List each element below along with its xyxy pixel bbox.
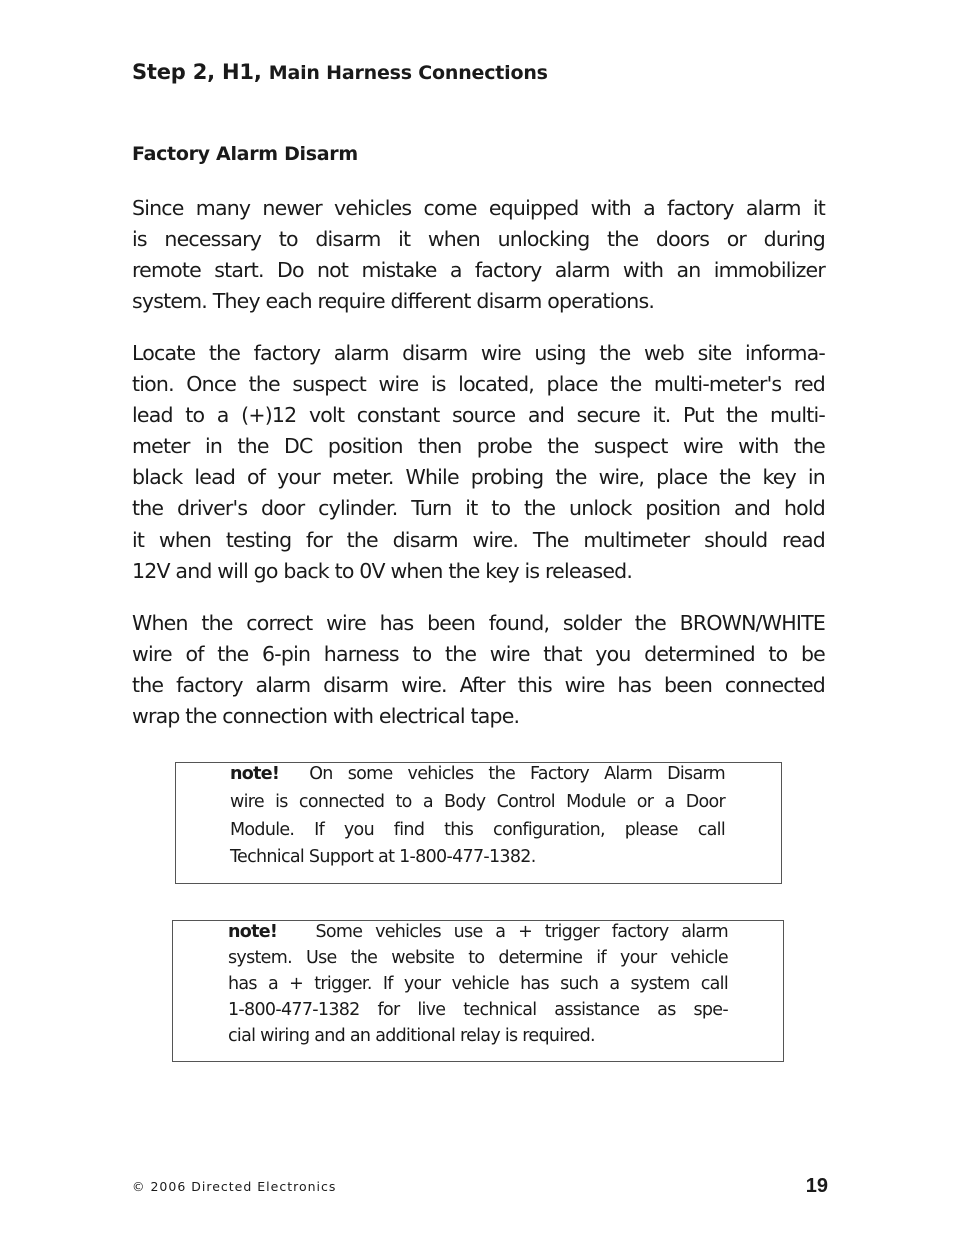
note-line: 1-800-477-1382 for live technical assistance as spe- [228,1000,728,1020]
paragraph-line: meter in the DC position then probe the suspect wire with the [132,434,825,459]
paragraph-line: system. They each require different disarm operations. [132,289,655,314]
paragraph-locate [132,338,825,587]
paragraph-line: wire of the 6-pin harness to the wire that you determined to be [132,642,825,667]
page-title [132,60,548,84]
section-heading: Factory Alarm Disarm [132,143,358,165]
note-line: note! Some vehicles use a + trigger factory alarm [228,922,728,942]
note-text-positive-trigger [228,919,728,1049]
note-label: note! [230,764,280,784]
paragraph-line: wrap the connection with electrical tape. [132,704,520,729]
note-line: Module. If you find this configuration, please call [230,819,725,840]
note-line: Technical Support at 1-800-477-1382. [230,847,536,868]
paragraph-line: the driver's door cylinder. Turn it to the unlock position and hold [132,496,825,521]
note-line: has a + trigger. If your vehicle has such a system call [228,974,728,994]
note-line: wire is connected to a Body Control Module or a Door [230,791,725,812]
paragraph-solder [132,608,825,732]
page-number: 19 [805,1175,828,1197]
note-label: note! [228,922,278,942]
paragraph-line: the factory alarm disarm wire. After this wire has been connected [132,673,825,698]
paragraph-intro [132,193,825,317]
note-text-body-control-module [230,761,725,872]
page-title-main: Main Harness Connections [268,62,548,84]
paragraph-line: Locate the factory alarm disarm wire using the web site informa- [132,341,825,365]
note-line: system. Use the website to determine if your vehicle [228,948,728,968]
note-line: note! On some vehicles the Factory Alarm Disarm [230,764,725,784]
paragraph-line: Since many newer vehicles come equipped with a factory alarm it [132,196,825,220]
page-title-step: Step 2, H1, [132,60,262,84]
paragraph-line: black lead of your meter. While probing the wire, place the key in [132,465,825,490]
paragraph-line: lead to a (+)12 volt constant source and secure it. Put the multi- [132,403,825,428]
paragraph-line: 12V and will go back to 0V when the key is released. [132,558,633,583]
paragraph-line: it when testing for the disarm wire. The multimeter should read [132,527,825,552]
paragraph-line: is necessary to disarm it when unlocking the doors or during [132,227,825,252]
paragraph-line: remote start. Do not mistake a factory alarm with an immobilizer [132,258,825,283]
paragraph-line: tion. Once the suspect wire is located, place the multi-meter's red [132,372,825,397]
note-line: cial wiring and an additional relay is required. [228,1026,595,1046]
footer-copyright: © 2006 Directed Electronics [132,1179,337,1194]
paragraph-line: When the correct wire has been found, solder the BROWN/WHITE [132,611,825,635]
